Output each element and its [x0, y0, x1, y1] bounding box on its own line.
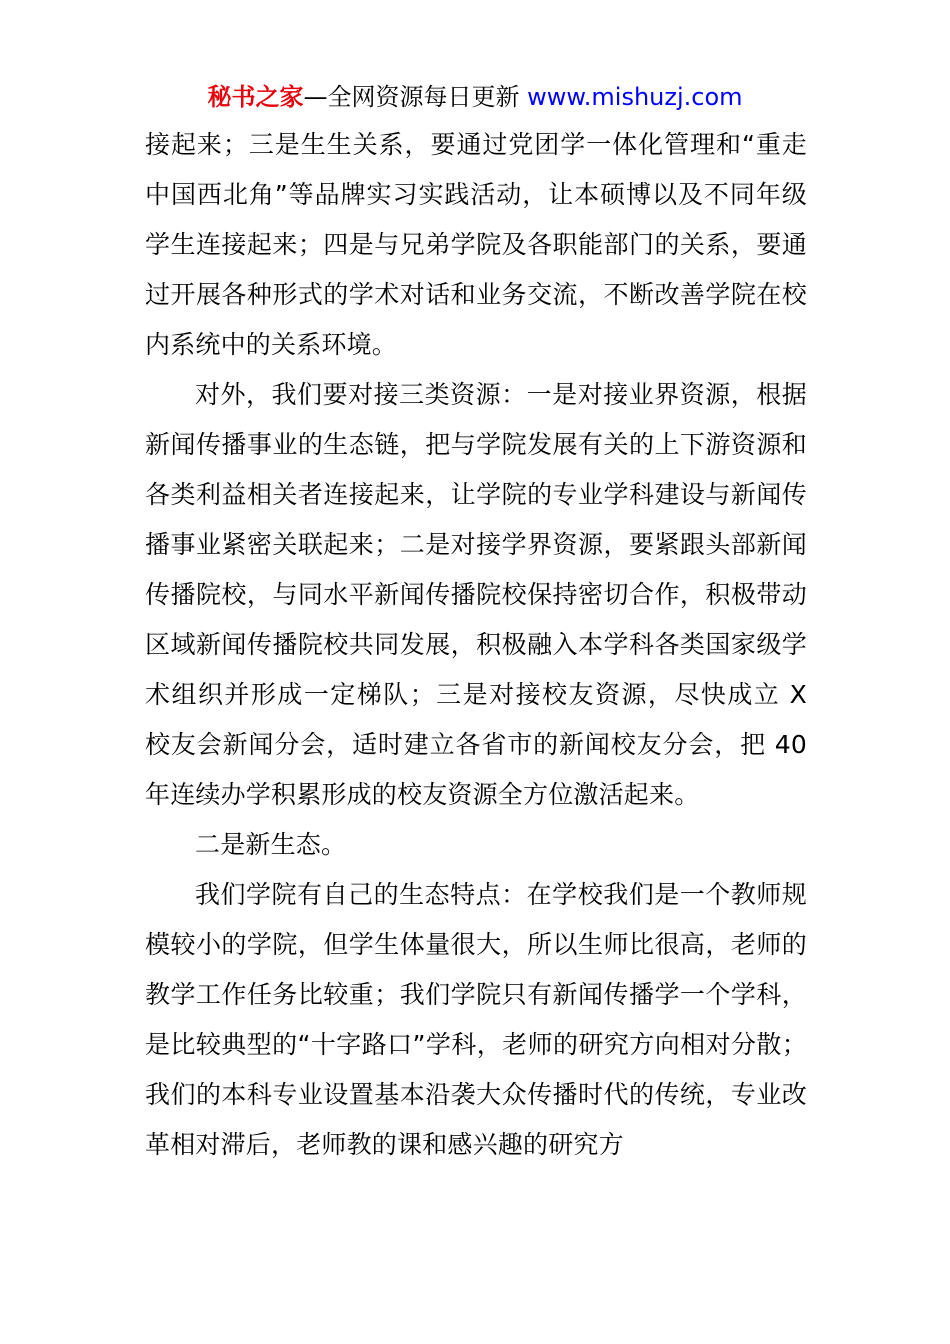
- header-tagline: —全网资源每日更新: [303, 83, 528, 111]
- paragraph-ecology-features: 我们学院有自己的生态特点：在学校我们是一个教师规模较小的学院，但学生体量很大，所以生师比很高，老师的教学工作任务比较重；我们学院只有新闻传播学一个学科，是比较典型的“十字路口”学科，老师的研究方向相对分散；我们的本科专业设置基本沿袭大众传播时代的传统，专业改革相对滞后，老师教的课和感兴趣的研究方: [145, 880, 807, 1159]
- brand-name: 秘书之家: [207, 83, 304, 111]
- paragraph-continuation: 接起来；三是生生关系，要通过党团学一体化管理和“重走中国西北角”等品牌实习实践活动，让本硕博以及不同年级学生连接起来；四是与兄弟学院及各职能部门的关系，要通过开展各种形式的学术对话和业务交流，不断改善学院在校内系统中的关系环境。: [145, 130, 807, 359]
- paragraph-external-resources: 对外，我们要对接三类资源：一是对接业界资源，根据新闻传播事业的生态链，把与学院发展有关的上下游资源和各类利益相关者连接起来，让学院的专业学科建设与新闻传播事业紧密关联起来；二是对接学界资源，要紧跟头部新闻传播院校，与同水平新闻传播院校保持密切合作，积极带动区域新闻传播院校共同发展，积极融入本学科各类国家级学术组织并形成一定梯队；三是对接校友资源，尽快成立 X 校友会新闻分会，适时建立各省市的新闻校友分会，把 40 年连续办学积累形成的校友资源全方位激活起来。: [145, 380, 807, 809]
- site-url-link[interactable]: www.mishuzj.com: [527, 83, 743, 111]
- document-body: [145, 120, 807, 1170]
- section-heading-new-ecology: 二是新生态。: [195, 830, 347, 859]
- site-header: [0, 80, 950, 114]
